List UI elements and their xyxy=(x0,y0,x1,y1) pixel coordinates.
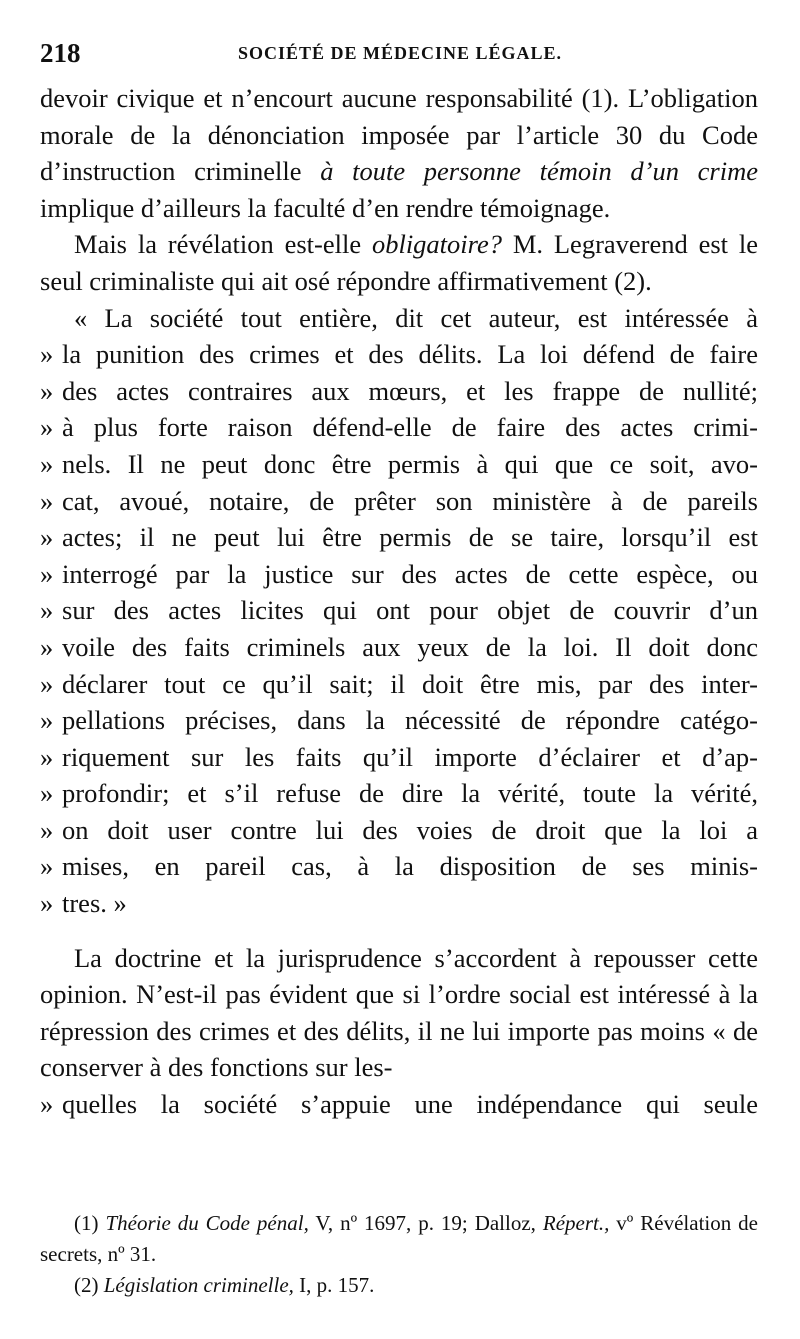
line-text: sur des actes licites qui ont pour objet de couvrir d’un xyxy=(62,595,758,626)
quote-line xyxy=(40,519,758,556)
guillemet: » xyxy=(40,814,54,845)
quote-line xyxy=(40,556,758,593)
guillemet: » xyxy=(40,1089,54,1120)
line-text: quelles la société s’appuie une indépendance qui seule xyxy=(62,1089,758,1120)
line-text: cat, avoué, notaire, de prêter son ministère à de pareils xyxy=(62,485,758,516)
paragraph-3: La doctrine et la jurisprudence s’accordent à repousser cette opinion. N’est-il pas évident que si l’ordre social est intéressé à la répression des crimes et des délits, il ne lui importe pas moins « de conserver à des fonctions sur les- xyxy=(40,942,758,1083)
guillemet: » xyxy=(40,558,54,589)
guillemet: » xyxy=(40,339,54,370)
quote-line xyxy=(40,812,758,849)
guillemet: » xyxy=(40,705,54,736)
paragraph-1: devoir civique et n’encourt aucune responsabilité (1). L’obligation morale de la dénonciation imposée par l’article 30 du Code d’instruction criminelle à toute personne témoin d’un crime implique d’ailleurs la faculté d’en rendre témoignage. xyxy=(40,83,758,223)
quote-line xyxy=(40,629,758,666)
guillemet: » xyxy=(40,778,54,809)
quote-line xyxy=(40,739,758,776)
line-text: à plus forte raison défend-elle de faire des actes crimi- xyxy=(62,412,758,443)
quote-line xyxy=(40,373,758,410)
guillemet: » xyxy=(40,888,54,919)
guillemet: » xyxy=(40,851,54,882)
footnotes xyxy=(40,1208,758,1301)
guillemet: » xyxy=(40,741,54,772)
line-text: actes; il ne peut lui être permis de se taire, lorsqu’il est xyxy=(62,522,758,553)
page-header xyxy=(40,38,760,74)
guillemet: » xyxy=(40,595,54,626)
guillemet: » xyxy=(40,448,54,479)
guillemet: » xyxy=(40,668,54,699)
quote-line xyxy=(40,592,758,629)
line-text: déclarer tout ce qu’il sait; il doit être mis, par des inter- xyxy=(62,668,758,699)
guillemet: » xyxy=(40,412,54,443)
line-text: pellations précises, dans la nécessité de répondre catégo- xyxy=(62,705,758,736)
quote-line xyxy=(40,483,758,520)
quote-line xyxy=(40,666,758,703)
line-text: tres. » xyxy=(62,888,127,919)
line-text: voile des faits criminels aux yeux de la loi. Il doit donc xyxy=(62,631,758,662)
line-text: on doit user contre lui des voies de droit que la loi a xyxy=(62,814,758,845)
line-text: la punition des crimes et des délits. La loi défend de faire xyxy=(62,339,758,370)
body-text xyxy=(40,80,758,1123)
quotation xyxy=(40,300,758,922)
paragraph-2: Mais la révélation est-elle obligatoire? M. Legraverend est le seul criminaliste qui ait osé répondre affirmativement (2). xyxy=(40,229,758,296)
line-text: riquement sur les faits qu’il importe d’éclairer et d’ap- xyxy=(62,741,758,772)
quote-line xyxy=(40,336,758,373)
guillemet: » xyxy=(40,631,54,662)
quote-line xyxy=(40,775,758,812)
quote-line xyxy=(40,885,758,922)
page-number: 218 xyxy=(40,38,81,68)
quote-line xyxy=(40,848,758,885)
quote-lines xyxy=(40,336,758,922)
quote-opening-line: « La société tout entière, dit cet auteur, est intéressée à xyxy=(74,302,758,333)
line-text: profondir; et s’il refuse de dire la vérité, toute la vérité, xyxy=(62,778,758,809)
line-text: mises, en pareil cas, à la disposition de ses minis- xyxy=(62,851,758,882)
quote-line xyxy=(40,446,758,483)
guillemet: » xyxy=(40,375,54,406)
line-text: nels. Il ne peut donc être permis à qui que ce soit, avo- xyxy=(62,448,758,479)
line-text: interrogé par la justice sur des actes de cette espèce, ou xyxy=(62,558,758,589)
line-text: des actes contraires aux mœurs, et les frappe de nullité; xyxy=(62,375,758,406)
guillemet: » xyxy=(40,522,54,553)
guillemet: » xyxy=(40,485,54,516)
footnote-1: (1) Théorie du Code pénal, V, nº 1697, p. 19; Dalloz, Répert., vº Révélation de secrets, nº 31. xyxy=(40,1211,758,1266)
footnote-2: (2) Législation criminelle, I, p. 157. xyxy=(74,1273,375,1297)
quote-line xyxy=(40,702,758,739)
paragraph-3-last-line xyxy=(40,1086,758,1123)
quote-line xyxy=(40,409,758,446)
running-head: SOCIÉTÉ DE MÉDECINE LÉGALE. xyxy=(237,43,563,63)
